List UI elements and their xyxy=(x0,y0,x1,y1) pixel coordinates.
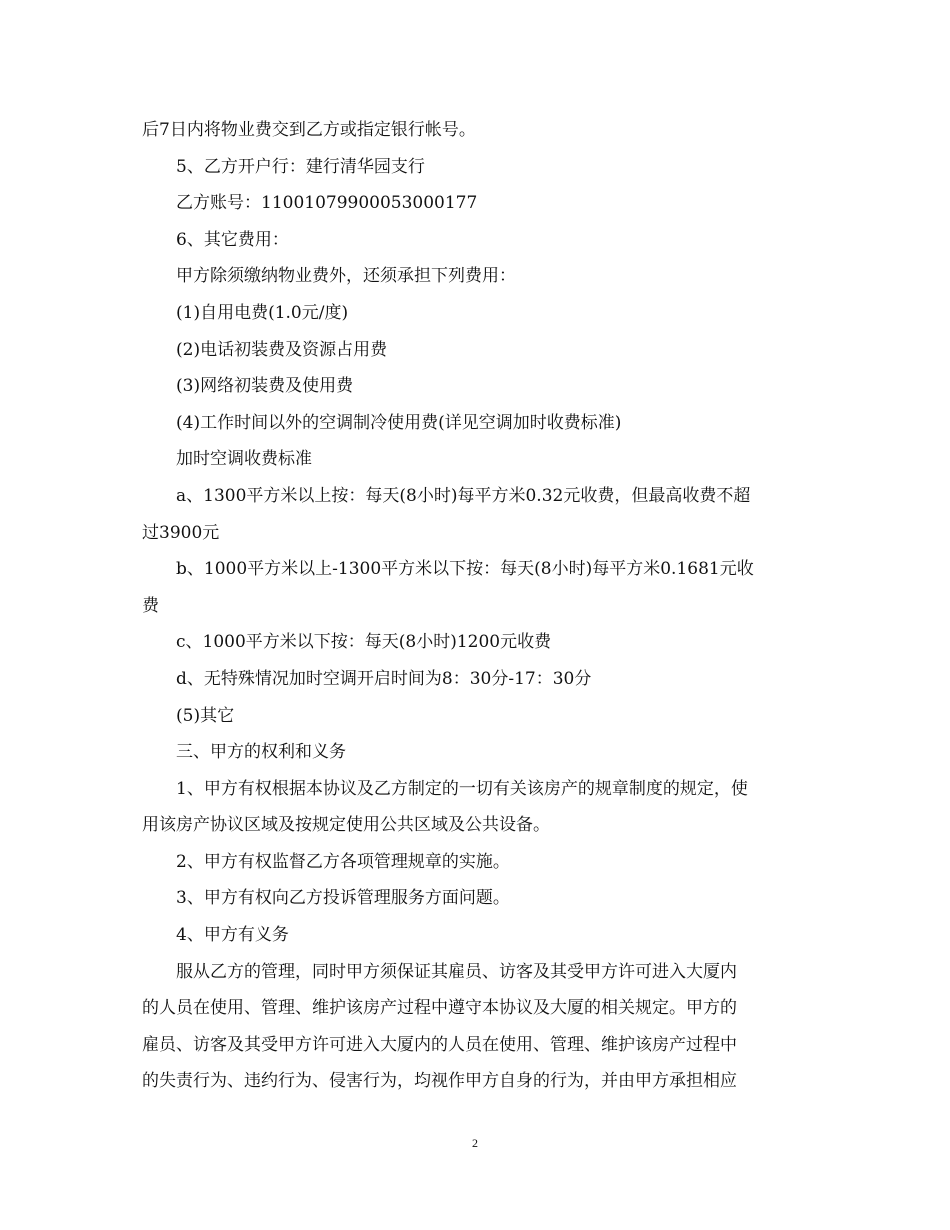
text-line: 三、甲方的权利和义务 xyxy=(176,742,346,763)
text-line: a、1300平方米以上按：每天(8小时)每平方米0.32元收费，但最高收费不超 xyxy=(176,485,751,506)
text-line: (4)工作时间以外的空调制冷使用费(详见空调加时收费标准) xyxy=(176,412,622,433)
text-line: 2、甲方有权监督乙方各项管理规章的实施。 xyxy=(176,851,510,872)
text-line: 5、乙方开户行：建行清华园支行 xyxy=(176,156,425,177)
text-line: d、无特殊情况加时空调开启时间为8：30分-17：30分 xyxy=(176,668,592,689)
text-line: 甲方除须缴纳物业费外，还须承担下列费用： xyxy=(176,266,516,287)
text-line: 4、甲方有义务 xyxy=(176,925,289,946)
text-line: 雇员、访客及其受甲方许可进入大厦内的人员在使用、管理、维护该房产过程中 xyxy=(142,1034,737,1055)
text-line: (1)自用电费(1.0元/度) xyxy=(176,302,349,323)
text-line: (3)网络初装费及使用费 xyxy=(176,376,354,397)
text-line: c、1000平方米以下按：每天(8小时)1200元收费 xyxy=(176,632,552,653)
text-line: 的人员在使用、管理、维护该房产过程中遵守本协议及大厦的相关规定。甲方的 xyxy=(142,998,737,1019)
text-line: 用该房产协议区域及按规定使用公共区域及公共设备。 xyxy=(142,815,550,836)
text-line: 3、甲方有权向乙方投诉管理服务方面问题。 xyxy=(176,888,510,909)
text-line: 6、其它费用： xyxy=(176,229,289,250)
text-line: (5)其它 xyxy=(176,705,235,726)
text-line: b、1000平方米以上-1300平方米以下按：每天(8小时)每平方米0.1681元收 xyxy=(176,559,754,580)
page-number: 2 xyxy=(472,1136,478,1150)
text-line: 加时空调收费标准 xyxy=(176,449,312,470)
text-line: 过3900元 xyxy=(142,522,220,543)
text-line: 乙方账号：11001079900053000177 xyxy=(176,193,478,214)
text-line: 服从乙方的管理，同时甲方须保证其雇员、访客及其受甲方许可进入大厦内 xyxy=(176,961,737,982)
document-body xyxy=(142,112,810,1100)
text-line: 后7日内将物业费交到乙方或指定银行帐号。 xyxy=(142,120,476,140)
text-line: (2)电话初装费及资源占用费 xyxy=(176,339,388,360)
text-line: 1、甲方有权根据本协议及乙方制定的一切有关该房产的规章制度的规定，使 xyxy=(176,778,748,799)
text-line: 的失责行为、违约行为、侵害行为，均视作甲方自身的行为，并由甲方承担相应 xyxy=(142,1071,737,1092)
text-line: 费 xyxy=(142,595,159,616)
